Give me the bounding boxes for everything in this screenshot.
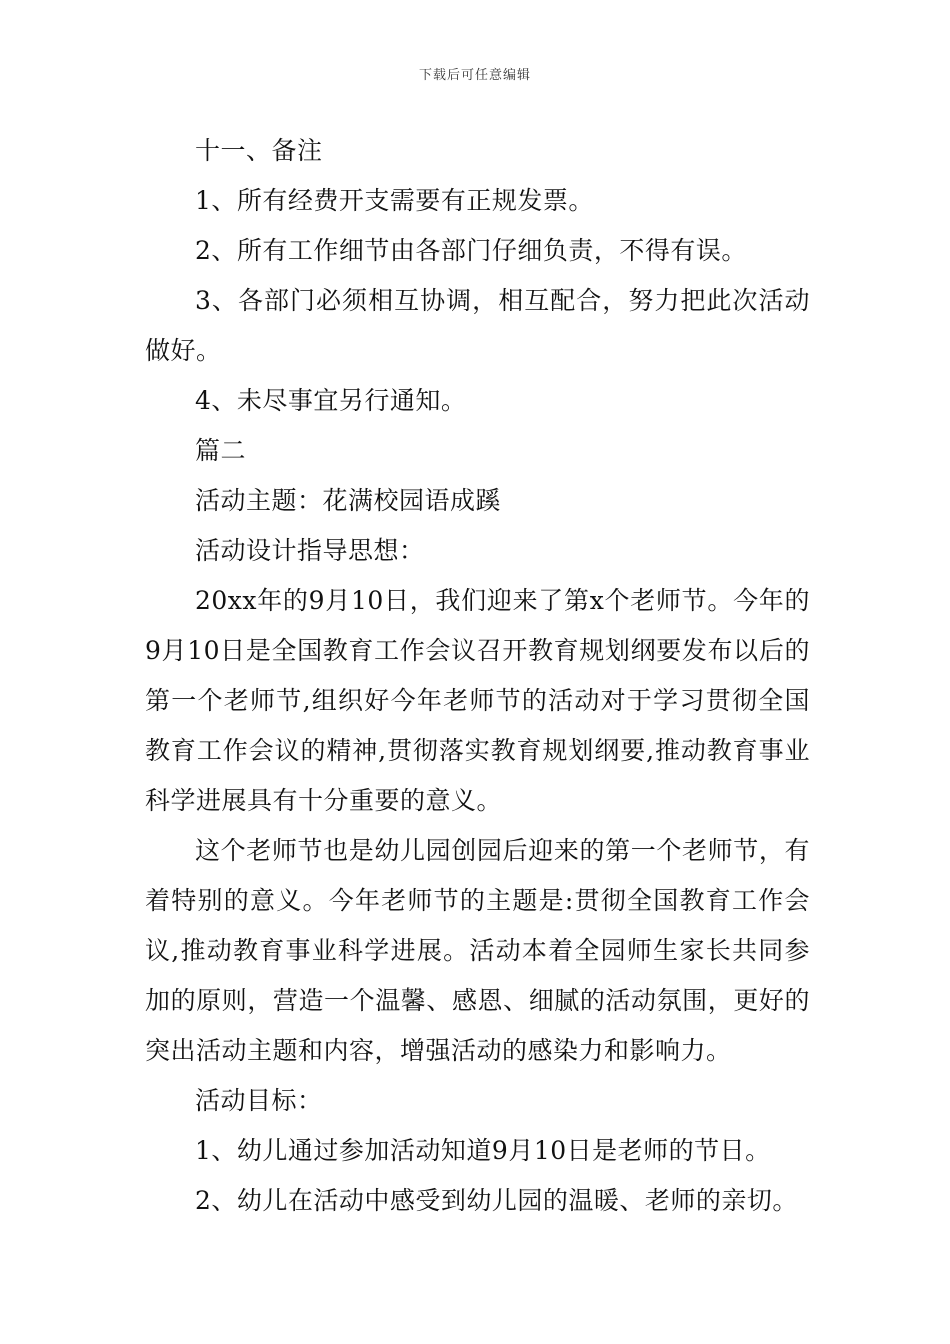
guiding-idea-paragraph-1: 20xx年的9月10日，我们迎来了第x个老师节。今年的9月10日是全国教育工作会议召开教育规划纲要发布以后的第一个老师节,组织好今年老师节的活动对于学习贯彻全国教育工作会议的精神,贯彻落实教育规划纲要,推动教育事业科学进展具有十分重要的意义。 xyxy=(145,586,810,815)
remark-item-2: 2、所有工作细节由各部门仔细负责，不得有误。 xyxy=(195,236,747,265)
document-body xyxy=(145,126,810,1226)
activity-goals-heading: 活动目标： xyxy=(195,1086,323,1115)
activity-theme: 活动主题：花满校园语成蹊 xyxy=(195,486,502,515)
section-heading-remarks: 十一、备注 xyxy=(195,136,323,165)
remark-item-1: 1、所有经费开支需要有正规发票。 xyxy=(195,186,594,215)
guiding-idea-paragraph-2: 这个老师节也是幼儿园创园后迎来的第一个老师节，有着特别的意义。今年老师节的主题是:贯彻全国教育工作会议,推动教育事业科学进展。活动本着全园师生家长共同参加的原则，营造一个温馨、感恩、细腻的活动氛围，更好的突出活动主题和内容，增强活动的感染力和影响力。 xyxy=(145,836,810,1065)
header-note: 下载后可任意编辑 xyxy=(418,68,531,83)
remark-item-3: 3、各部门必须相互协调，相互配合，努力把此次活动做好。 xyxy=(145,286,810,365)
part-two-heading: 篇二 xyxy=(195,436,247,465)
guiding-idea-heading: 活动设计指导思想： xyxy=(195,536,425,565)
remark-item-4: 4、未尽事宜另行通知。 xyxy=(195,386,467,415)
goal-item-2: 2、幼儿在活动中感受到幼儿园的温暖、老师的亲切。 xyxy=(195,1186,798,1215)
goal-item-1: 1、幼儿通过参加活动知道9月10日是老师的节日。 xyxy=(195,1136,771,1165)
